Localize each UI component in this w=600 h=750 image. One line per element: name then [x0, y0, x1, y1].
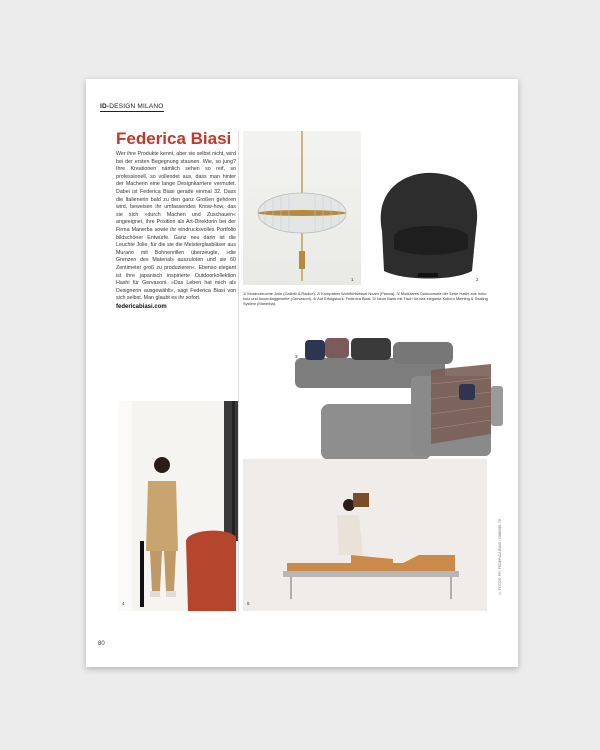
figure-number-3: 3 [295, 354, 298, 359]
magazine-page [86, 79, 518, 667]
image-caption: 1/ Muranoleuchte Jolie (Gallotti & Radice). 2/ Kompakter Wohlfühlsessel Noam (Pianca). 3/ Modulares Outdoorsofa der Serie Hashi aus Iroko holz und Accordiaggewebe (Gervasoni). 4/ Auf Erfolgskurs: Federica Biasi. 5/ Neue Bank mit Tisch für das elegante Kokoro Meeting & Seating System (Manerba). [243, 291, 488, 307]
article-body [116, 151, 236, 311]
column-divider [238, 131, 239, 611]
section-label [100, 103, 164, 112]
section-prefix: ID- [100, 103, 110, 110]
armchair-photo [364, 131, 490, 285]
figure-number-1: 1 [351, 277, 354, 282]
figure-number-4: 4 [122, 601, 125, 606]
section-name: DESIGN MILANO [109, 103, 164, 110]
website-link[interactable]: federicabiasi.com [116, 303, 167, 310]
figure-number-2: 2 [476, 277, 479, 282]
page-number: 80 [98, 641, 105, 647]
photo-credit: © FOTOS: PR, FEDERICA BIASI / GABRIEL 78 [498, 519, 502, 595]
article-title: Federica Biasi [116, 129, 232, 148]
bench-illustration [243, 459, 487, 611]
armchair-illustration [364, 131, 490, 285]
article-body-text: Wer ihre Produkte kennt, aber sie selbst nicht, wird bei der ersten Begegnung staunen. Wie, so jung? Ihre Kreationen nämlich sehen so reif, so professionell, so vollendet aus, dass man hinter der Macherin eine lange Designkarriere vermutet. Dabei ist Federica Biasi gerade einmal 32. Dass die Italienerin bald zu den ganz Großen gehören wird, beweisen ihr umfassendes Know-how, das sie sich »durch Machen und Zuschauen« angeeignet, ihre Position als Art-Direktorin bei der Firma Manerba sowie ihr eindrucksvolles Portfolio bildschöner Entwürfe. Ganz neu darin ist die Leuchte Jolie, für die sie die Meisterglasbläser aus Murano mit Bohnenrillen überzeugte, »die Grenzen des Materials auszuloten und sie 60 Zentimeter groß zu produzieren«. Ebenso elegant ist ihre japanisch inspirierte Outdoorkollektion Hashi für Gervasoni. »Das Leben hat mich als Designerin ausgewählt«, sagt Federica Biasi von sich selbst. Man glaubt es ihr sofort. [116, 151, 236, 302]
designer-portrait-photo [118, 401, 238, 611]
lamp-photo [243, 131, 361, 285]
designer-illustration [118, 401, 238, 611]
figure-number-5: 5 [247, 601, 250, 606]
lamp-illustration [243, 131, 361, 285]
bench-photo [243, 459, 487, 611]
